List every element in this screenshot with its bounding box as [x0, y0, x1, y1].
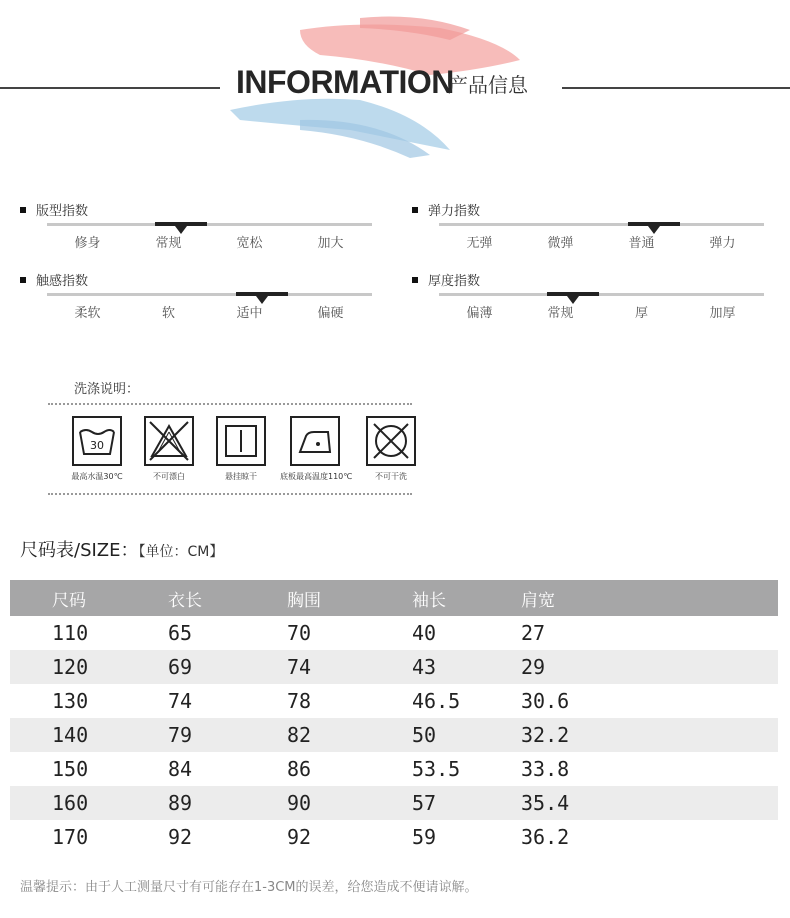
- table-row: [10, 786, 778, 820]
- table-row: [10, 820, 778, 854]
- table-cell: 84: [168, 757, 193, 781]
- wash-item: [134, 416, 204, 482]
- index-label: 加大: [317, 236, 344, 251]
- hang-dry-icon: [216, 416, 266, 466]
- index-label: 偏硬: [317, 306, 344, 321]
- table-cell: 120: [10, 650, 156, 684]
- table-cell: 110: [52, 621, 89, 645]
- table-cell: 59: [412, 825, 437, 849]
- table-cell: 35.4: [512, 786, 778, 820]
- table-cell: 90: [284, 786, 402, 820]
- table-cell: 79: [156, 718, 284, 752]
- index-title: 厚度指数: [428, 274, 481, 289]
- table-cell: 30.6: [521, 689, 570, 713]
- table-cell: 92: [287, 825, 312, 849]
- index-thickness: [412, 270, 742, 330]
- table-cell: 150: [52, 757, 89, 781]
- table-row: [10, 718, 778, 752]
- wash-item: [62, 416, 132, 482]
- no-bleach-icon: [144, 416, 194, 466]
- table-row: [10, 650, 778, 684]
- table-cell: 43: [402, 650, 512, 684]
- iron-icon: [290, 416, 340, 466]
- info-header: [0, 0, 790, 180]
- index-label: 弹力: [709, 236, 736, 251]
- divider: [48, 493, 412, 495]
- table-cell: 74: [168, 689, 193, 713]
- header-title: INFORMATION: [236, 64, 454, 100]
- index-track: [47, 223, 372, 226]
- index-label: 宽松: [236, 236, 263, 251]
- table-cell: 53.5: [412, 757, 461, 781]
- wash-caption: 最高水温30℃: [71, 472, 123, 481]
- index-label: 微弹: [547, 236, 574, 251]
- header-rule-right: [562, 87, 790, 89]
- index-title: 版型指数: [36, 204, 89, 219]
- wash-caption: 悬挂晾干: [225, 472, 257, 481]
- size-heading: [20, 536, 223, 562]
- header-subtitle: 产品信息: [448, 73, 528, 97]
- table-cell: 89: [156, 786, 284, 820]
- table-row: [10, 684, 778, 718]
- wash-caption: 不可漂白: [153, 472, 185, 481]
- table-row: [10, 752, 778, 786]
- table-cell: 36.2: [521, 825, 570, 849]
- index-label: 常规: [547, 306, 574, 321]
- table-cell: 86: [287, 757, 312, 781]
- index-label: 常规: [155, 236, 182, 251]
- index-label: 适中: [236, 306, 263, 321]
- index-label: 厚: [634, 306, 648, 321]
- table-header-row: [10, 580, 778, 616]
- wash-item: [356, 416, 426, 482]
- index-fit: [20, 200, 350, 260]
- table-cell: 82: [284, 718, 402, 752]
- table-cell: 32.2: [512, 718, 778, 752]
- bullet-icon: [412, 207, 418, 213]
- bullet-icon: [20, 277, 26, 283]
- index-title: 弹力指数: [428, 204, 481, 219]
- table-cell: 78: [287, 689, 312, 713]
- table-cell: 46.5: [412, 689, 461, 713]
- table-cell: 27: [521, 621, 546, 645]
- table-cell: 70: [287, 621, 312, 645]
- wash-30-icon: [72, 416, 122, 466]
- size-table: [10, 580, 778, 854]
- index-title: 触感指数: [36, 274, 89, 289]
- table-cell: 92: [168, 825, 193, 849]
- index-track: [439, 223, 764, 226]
- index-label: 修身: [74, 236, 101, 251]
- no-dry-clean-icon: [366, 416, 416, 466]
- size-note: 温馨提示：由于人工测量尺寸有可能存在1-3CM的误差，给您造成不便请谅解。: [20, 880, 478, 895]
- index-elasticity: [412, 200, 742, 260]
- index-track: [47, 293, 372, 296]
- wash-caption: 不可干洗: [375, 472, 407, 481]
- index-marker: [547, 292, 599, 296]
- divider: [48, 403, 412, 405]
- table-cell: 57: [402, 786, 512, 820]
- table-cell: 160: [10, 786, 156, 820]
- index-label: 普通: [628, 236, 655, 251]
- index-marker: [236, 292, 288, 296]
- index-label: 软: [161, 306, 175, 321]
- index-marker: [628, 222, 680, 226]
- table-cell: 140: [10, 718, 156, 752]
- column-header: 肩宽: [512, 580, 778, 616]
- table-cell: 130: [52, 689, 89, 713]
- table-cell: 74: [284, 650, 402, 684]
- table-cell: 29: [512, 650, 778, 684]
- index-track: [439, 293, 764, 296]
- wash-item: [280, 416, 353, 482]
- column-header: 尺码: [10, 580, 156, 616]
- bullet-icon: [412, 277, 418, 283]
- index-touch: [20, 270, 350, 330]
- column-header: 胸围: [284, 580, 402, 616]
- table-cell: 50: [402, 718, 512, 752]
- column-header: 衣长: [156, 580, 284, 616]
- table-cell: 170: [52, 825, 89, 849]
- table-cell: 40: [412, 621, 437, 645]
- wash-temp-label: 30: [90, 439, 104, 452]
- table-cell: 69: [156, 650, 284, 684]
- index-marker: [155, 222, 207, 226]
- table-cell: 33.8: [521, 757, 570, 781]
- index-label: 无弹: [466, 236, 493, 251]
- wash-title: 洗涤说明：: [74, 382, 140, 397]
- table-row: [10, 616, 778, 650]
- column-header: 袖长: [402, 580, 512, 616]
- size-title: 尺码表/SIZE：: [20, 540, 139, 561]
- wash-caption: 底板最高温度110℃: [280, 472, 353, 481]
- index-label: 柔软: [74, 306, 101, 321]
- index-label: 加厚: [709, 306, 736, 321]
- bullet-icon: [20, 207, 26, 213]
- index-label: 偏薄: [466, 306, 493, 321]
- table-cell: 65: [168, 621, 193, 645]
- wash-item: [206, 416, 276, 482]
- header-rule-left: [0, 87, 220, 89]
- size-unit: 【单位：CM】: [138, 544, 224, 560]
